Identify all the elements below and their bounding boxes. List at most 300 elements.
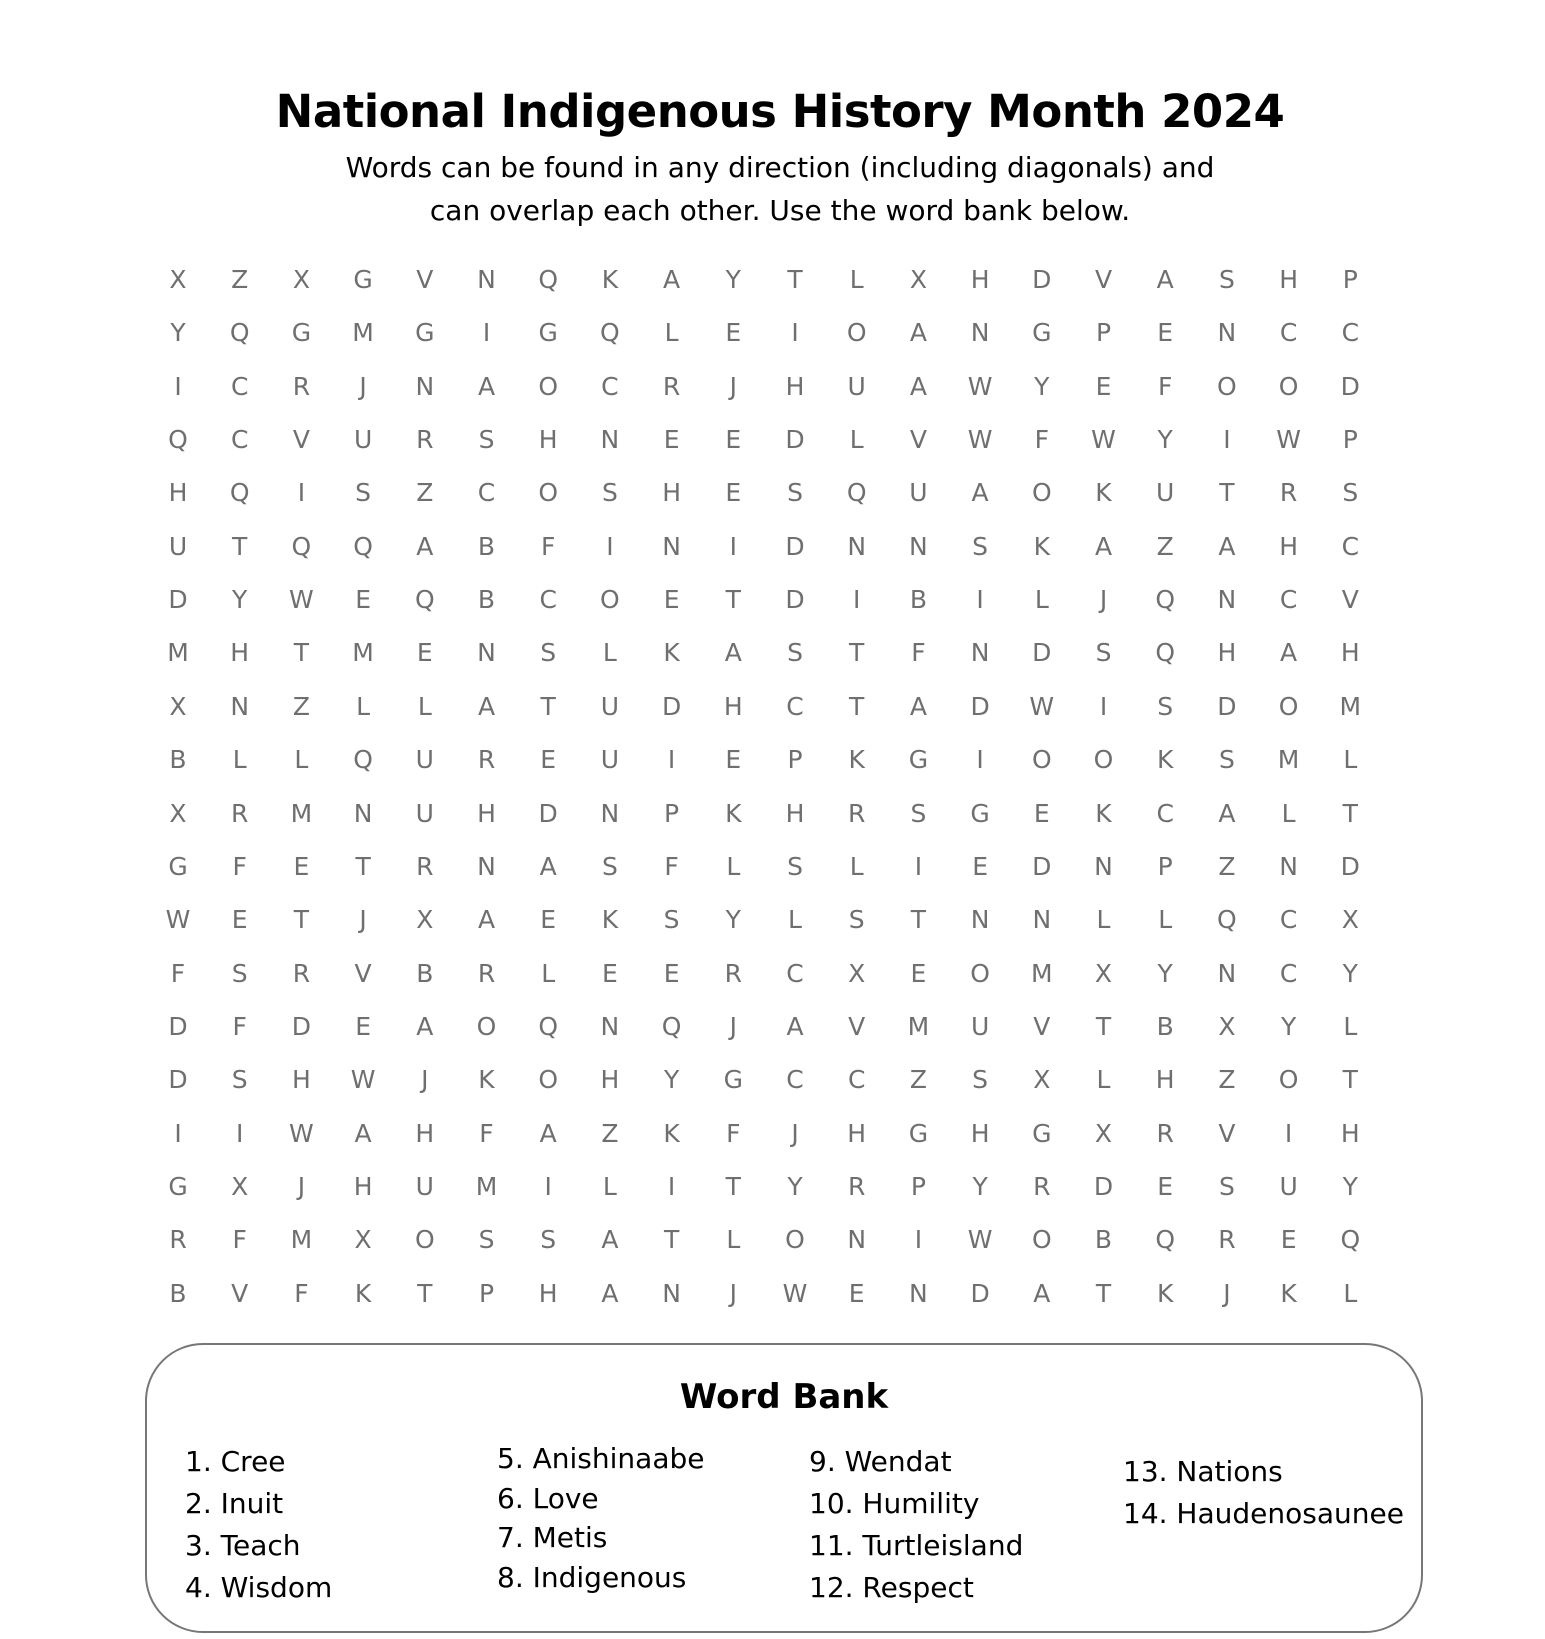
grid-letter: C	[477, 478, 496, 508]
grid-letter: Y	[725, 265, 741, 294]
grid-letter: P	[787, 745, 803, 775]
grid-letter: Q	[229, 318, 250, 348]
grid-letter: H	[600, 1065, 620, 1095]
grid-letter: T	[355, 851, 371, 881]
grid-letter: I	[544, 1171, 552, 1201]
word-bank-column-1	[185, 1441, 332, 1609]
grid-letter: Y	[1034, 371, 1050, 401]
grid-letter: E	[725, 745, 742, 775]
grid-letter: V	[231, 1278, 249, 1308]
grid-letter: D	[1032, 638, 1052, 668]
grid-letter: H	[168, 478, 188, 508]
grid-letter: A	[1094, 531, 1113, 561]
grid-letter: S	[601, 851, 618, 881]
grid-letter: Y	[1157, 958, 1173, 988]
grid-letter: S	[540, 1225, 557, 1255]
grid-letter: C	[1279, 905, 1298, 935]
grid-letter: N	[970, 318, 990, 348]
grid-letter: V	[292, 425, 310, 455]
grid-letter: I	[606, 531, 614, 561]
grid-letter: T	[663, 1225, 680, 1255]
grid-letter: E	[1033, 798, 1050, 828]
grid-letter: B	[169, 745, 187, 775]
grid-letter: W	[289, 1118, 314, 1148]
grid-letter: X	[292, 265, 310, 294]
grid-letter: O	[538, 478, 559, 508]
grid-letter: K	[1156, 1278, 1174, 1308]
grid-letter: O	[414, 1225, 435, 1255]
grid-letter: L	[602, 1171, 617, 1201]
grid-letter: Y	[170, 318, 186, 348]
grid-letter: S	[231, 1065, 248, 1095]
grid-letter: O	[846, 318, 867, 348]
grid-letter: Z	[231, 265, 249, 294]
grid-letter: X	[416, 905, 434, 935]
grid-letter: T	[849, 691, 865, 721]
grid-letter: M	[352, 638, 374, 668]
grid-letter: L	[1096, 1065, 1111, 1095]
grid-letter: L	[726, 1225, 741, 1255]
grid-letter: C	[786, 958, 804, 988]
grid-letter: O	[785, 1225, 805, 1255]
grid-letter: E	[663, 425, 680, 455]
grid-letter: I	[1099, 691, 1108, 721]
grid-letter: S	[787, 638, 803, 668]
grid-letter: U	[600, 745, 620, 775]
grid-letter: G	[168, 851, 188, 881]
grid-letter: N	[600, 798, 620, 828]
grid-letter: F	[1034, 425, 1049, 455]
grid-letter: L	[788, 905, 802, 935]
grid-letter: E	[848, 1278, 865, 1308]
grid-letter: S	[355, 478, 372, 508]
grid-letter: E	[1157, 1171, 1174, 1201]
grid-letter: C	[539, 585, 557, 615]
grid-letter: R	[169, 1225, 187, 1255]
grid-letter: U	[847, 371, 866, 401]
grid-letter: K	[354, 1278, 372, 1308]
grid-letter: S	[848, 905, 865, 935]
grid-letter: Q	[1155, 1225, 1176, 1255]
grid-letter: M	[290, 798, 313, 828]
grid-letter: R	[292, 958, 311, 988]
grid-letter: W	[165, 905, 191, 935]
grid-letter: I	[791, 318, 799, 348]
grid-letter: N	[1279, 851, 1298, 881]
grid-letter: I	[174, 371, 182, 401]
grid-letter: E	[540, 745, 557, 775]
grid-letter: V	[848, 1011, 866, 1041]
grid-letter: T	[232, 531, 248, 561]
grid-letter: T	[787, 265, 803, 294]
grid-letter: Z	[292, 691, 310, 721]
grid-letter: X	[354, 1225, 372, 1255]
grid-letter: E	[725, 478, 742, 508]
grid-letter: S	[787, 851, 803, 881]
grid-letter: T	[1342, 1065, 1358, 1095]
grid-letter: Q	[538, 265, 559, 294]
grid-letter: F	[232, 1225, 247, 1255]
grid-letter: P	[1095, 318, 1112, 348]
grid-letter: A	[786, 1011, 804, 1041]
grid-letter: A	[724, 638, 742, 668]
grid-letter: E	[725, 425, 742, 455]
grid-letter: N	[909, 531, 928, 561]
grid-letter: D	[1032, 265, 1052, 294]
grid-letter: H	[1155, 1065, 1175, 1095]
grid-letter: B	[169, 1278, 187, 1308]
grid-letter: N	[1032, 905, 1052, 935]
grid-letter: E	[972, 851, 988, 881]
grid-letter: A	[971, 478, 989, 508]
grid-letter: X	[1094, 958, 1113, 988]
grid-letter: W	[289, 585, 314, 615]
grid-letter: I	[853, 585, 861, 615]
grid-letter: P	[1342, 265, 1358, 294]
grid-letter: J	[359, 371, 367, 401]
grid-letter: K	[663, 1118, 680, 1148]
grid-letter: Q	[414, 585, 435, 615]
grid-letter: S	[1342, 478, 1359, 508]
grid-letter: L	[1281, 798, 1296, 828]
grid-letter: Y	[972, 1171, 988, 1201]
grid-letter: A	[909, 371, 927, 401]
grid-letter: Q	[1155, 585, 1176, 615]
grid-letter: J	[421, 1065, 429, 1095]
grid-letter: J	[297, 1171, 306, 1201]
grid-letter: H	[1340, 638, 1360, 668]
grid-letter: O	[476, 1011, 497, 1041]
grid-letter: W	[782, 1278, 808, 1308]
grid-letter: X	[169, 265, 187, 294]
grid-letter: F	[1157, 371, 1173, 401]
grid-letter: T	[293, 905, 310, 935]
grid-letter: L	[1096, 905, 1111, 935]
grid-letter: N	[1217, 585, 1237, 615]
grid-letter: E	[355, 585, 371, 615]
grid-letter: G	[168, 1171, 188, 1201]
grid-letter: A	[909, 318, 927, 348]
grid-letter: G	[538, 318, 558, 348]
grid-letter: W	[1029, 691, 1055, 721]
instructions-line-2: can overlap each other. Use the word bank below.	[429, 194, 1131, 227]
grid-letter: Z	[1156, 531, 1174, 561]
grid-letter: H	[785, 371, 805, 401]
grid-letter: W	[1276, 425, 1301, 455]
grid-letter: I	[1284, 1118, 1293, 1148]
grid-letter: V	[1218, 1118, 1236, 1148]
grid-letter: W	[967, 371, 993, 401]
grid-letter: H	[970, 265, 990, 294]
grid-letter: Y	[232, 585, 248, 615]
grid-letter: P	[1342, 425, 1358, 455]
grid-letter: I	[174, 1118, 182, 1148]
grid-letter: D	[168, 1011, 188, 1041]
grid-letter: Y	[1157, 425, 1173, 455]
grid-letter: E	[1095, 371, 1112, 401]
grid-letter: H	[662, 478, 681, 508]
grid-letter: L	[1343, 1278, 1358, 1308]
grid-letter: R	[1156, 1118, 1174, 1148]
grid-letter: R	[477, 745, 496, 775]
grid-letter: D	[1340, 851, 1360, 881]
grid-letter: T	[540, 691, 556, 721]
grid-letter: A	[539, 851, 557, 881]
word-bank-item: 9. Wendat	[809, 1445, 952, 1478]
grid-letter: Q	[846, 478, 867, 508]
grid-letter: H	[1279, 531, 1298, 561]
grid-letter: V	[909, 425, 927, 455]
grid-letter: W	[967, 1225, 993, 1255]
grid-letter: Y	[787, 1171, 803, 1201]
grid-letter: O	[1278, 691, 1299, 721]
grid-letter: R	[416, 425, 434, 455]
grid-letter: G	[415, 318, 435, 348]
grid-letter: E	[416, 638, 433, 668]
grid-letter: K	[663, 638, 680, 668]
grid-letter: M	[167, 638, 189, 668]
grid-letter: L	[541, 958, 556, 988]
grid-letter: N	[477, 265, 496, 294]
grid-letter: H	[1340, 1118, 1360, 1148]
grid-letter: E	[231, 905, 248, 935]
grid-letter: K	[1095, 798, 1112, 828]
grid-letter: Y	[725, 905, 741, 935]
grid-letter: A	[354, 1118, 372, 1148]
grid-letter: I	[297, 478, 306, 508]
grid-letter: D	[1093, 1171, 1114, 1201]
grid-letter: F	[664, 851, 679, 881]
grid-letter: N	[847, 531, 867, 561]
grid-letter: I	[236, 1118, 244, 1148]
word-bank-item: 5. Anishinaabe	[497, 1442, 705, 1475]
grid-letter: N	[970, 638, 990, 668]
grid-letter: A	[1218, 798, 1236, 828]
grid-letter: N	[477, 851, 496, 881]
grid-letter: D	[168, 1065, 188, 1095]
grid-letter: N	[1217, 958, 1237, 988]
grid-letter: H	[291, 1065, 311, 1095]
grid-letter: E	[663, 958, 680, 988]
grid-letter: F	[911, 638, 926, 668]
grid-letter: U	[1279, 1171, 1298, 1201]
grid-letter: Q	[1340, 1225, 1361, 1255]
grid-letter: Q	[353, 531, 373, 561]
grid-letter: I	[914, 851, 923, 881]
word-bank-column-2	[497, 1439, 704, 1597]
grid-letter: S	[663, 905, 680, 935]
grid-letter: Z	[1218, 851, 1236, 881]
grid-letter: E	[355, 1011, 371, 1041]
grid-letter: A	[1033, 1278, 1051, 1308]
grid-letter: Y	[1280, 1011, 1297, 1041]
grid-letter: E	[725, 318, 742, 348]
word-bank-item: 14. Haudenosaunee	[1123, 1497, 1404, 1530]
grid-letter: W	[1091, 425, 1116, 455]
instructions	[0, 146, 1545, 232]
grid-letter: S	[1218, 1171, 1235, 1201]
grid-letter: P	[1157, 851, 1173, 881]
grid-letter: K	[1095, 478, 1112, 508]
grid-letter: N	[970, 905, 990, 935]
grid-letter: D	[291, 1011, 312, 1041]
grid-letter: E	[1157, 318, 1174, 348]
grid-letter: N	[909, 1278, 928, 1308]
instructions-line-1: Words can be found in any direction (including diagonals) and	[345, 151, 1215, 184]
grid-letter: C	[1156, 798, 1174, 828]
grid-letter: C	[786, 691, 804, 721]
grid-letter: F	[294, 1278, 309, 1308]
grid-letter: J	[729, 1011, 737, 1041]
grid-letter: Z	[416, 478, 434, 508]
grid-letter: H	[230, 638, 250, 668]
grid-letter: P	[478, 1278, 495, 1308]
grid-letter: M	[1277, 745, 1300, 775]
grid-letter: S	[601, 478, 618, 508]
grid-letter: D	[970, 691, 990, 721]
grid-letter: A	[477, 905, 496, 935]
grid-letter: Q	[1217, 905, 1237, 935]
word-bank-item: 10. Humility	[809, 1487, 980, 1520]
grid-letter: A	[601, 1278, 619, 1308]
grid-letter: T	[849, 638, 865, 668]
grid-letter: I	[482, 318, 491, 348]
word-bank-item: 6. Love	[497, 1481, 599, 1515]
grid-letter: U	[415, 1171, 434, 1201]
grid-letter: L	[849, 265, 864, 294]
grid-letter: T	[1342, 798, 1358, 828]
grid-letter: I	[976, 585, 984, 615]
grid-letter: Z	[909, 1065, 927, 1095]
grid-letter: F	[232, 1011, 247, 1041]
grid-letter: C	[230, 425, 249, 455]
grid-letter: E	[601, 958, 618, 988]
grid-letter: R	[662, 371, 681, 401]
grid-letter: U	[353, 425, 373, 455]
grid-letter: E	[910, 958, 927, 988]
grid-letter: X	[1094, 1118, 1113, 1148]
word-bank-column-4	[1123, 1451, 1404, 1535]
grid-letter: C	[601, 371, 619, 401]
grid-letter: A	[1218, 531, 1236, 561]
grid-letter: O	[1278, 1065, 1299, 1095]
grid-letter: U	[415, 745, 434, 775]
grid-letter: J	[359, 905, 367, 935]
grid-letter: B	[1156, 1011, 1174, 1041]
grid-letter: D	[785, 531, 805, 561]
grid-letter: V	[1033, 1011, 1051, 1041]
grid-letter: I	[667, 1171, 676, 1201]
grid-letter: S	[787, 478, 803, 508]
grid-letter: S	[972, 1065, 989, 1095]
grid-letter: O	[1217, 371, 1237, 401]
grid-letter: U	[1156, 478, 1175, 508]
grid-letter: L	[1034, 585, 1049, 615]
grid-letter: S	[231, 958, 248, 988]
grid-letter: M	[290, 1225, 313, 1255]
grid-letter: V	[1094, 265, 1113, 294]
grid-letter: V	[1341, 585, 1359, 615]
grid-letter: X	[169, 691, 187, 721]
grid-letter: C	[1341, 318, 1360, 348]
grid-letter: G	[723, 1065, 743, 1095]
grid-letter: H	[1279, 265, 1298, 294]
grid-letter: O	[600, 585, 620, 615]
grid-letter: F	[726, 1118, 741, 1148]
grid-letter: Z	[1218, 1065, 1236, 1095]
grid-letter: Q	[291, 531, 312, 561]
grid-letter: R	[292, 371, 311, 401]
grid-letter: C	[1279, 318, 1298, 348]
grid-letter: A	[601, 1225, 619, 1255]
word-bank-item: 13. Nations	[1123, 1455, 1283, 1488]
grid-letter: W	[350, 1065, 376, 1095]
grid-letter: F	[479, 1118, 494, 1148]
grid-letter: U	[168, 531, 188, 561]
grid-letter: S	[1218, 745, 1235, 775]
grid-letter: D	[785, 425, 805, 455]
word-bank	[145, 1343, 1423, 1633]
grid-letter: L	[232, 745, 247, 775]
grid-letter: R	[477, 958, 496, 988]
grid-letter: L	[1343, 745, 1358, 775]
grid-letter: N	[1094, 851, 1113, 881]
grid-letter: O	[538, 371, 559, 401]
grid-letter: N	[600, 1011, 620, 1041]
grid-letter: T	[1095, 1278, 1112, 1308]
grid-letter: C	[1279, 958, 1298, 988]
grid-letter: L	[726, 851, 741, 881]
grid-letter: X	[231, 1171, 249, 1201]
grid-letter: Q	[168, 425, 188, 455]
grid-letter: Q	[600, 318, 620, 348]
grid-letter: D	[785, 585, 805, 615]
grid-letter: Z	[601, 1118, 619, 1148]
grid-letter: I	[976, 745, 984, 775]
grid-letter: S	[1095, 638, 1112, 668]
grid-letter: L	[356, 691, 371, 721]
word-bank-item: 12. Respect	[809, 1571, 974, 1604]
word-bank-item: 2. Inuit	[185, 1487, 284, 1520]
grid-letter: R	[724, 958, 742, 988]
grid-letter: J	[791, 1118, 799, 1148]
grid-letter: I	[667, 745, 676, 775]
grid-letter: B	[909, 585, 927, 615]
grid-letter: O	[1031, 1225, 1052, 1255]
grid-letter: K	[1033, 531, 1050, 561]
grid-letter: K	[1280, 1278, 1297, 1308]
grid-letter: N	[847, 1225, 867, 1255]
grid-letter: L	[1158, 905, 1173, 935]
grid-letter: H	[785, 798, 805, 828]
grid-letter: C	[847, 1065, 866, 1095]
grid-letter: H	[538, 425, 558, 455]
grid-letter: D	[168, 585, 188, 615]
grid-letter: H	[847, 1118, 867, 1148]
grid-letter: O	[970, 958, 990, 988]
grid-letter: R	[848, 798, 866, 828]
grid-letter: T	[725, 585, 741, 615]
grid-letter: X	[1033, 1065, 1051, 1095]
grid-letter: L	[664, 318, 679, 348]
grid-letter: H	[1217, 638, 1237, 668]
grid-letter: H	[970, 1118, 990, 1148]
grid-letter: J	[1223, 1278, 1231, 1308]
grid-letter: H	[538, 1278, 558, 1308]
grid-letter: A	[477, 691, 496, 721]
grid-letter: J	[729, 1278, 737, 1308]
grid-letter: U	[970, 1011, 990, 1041]
